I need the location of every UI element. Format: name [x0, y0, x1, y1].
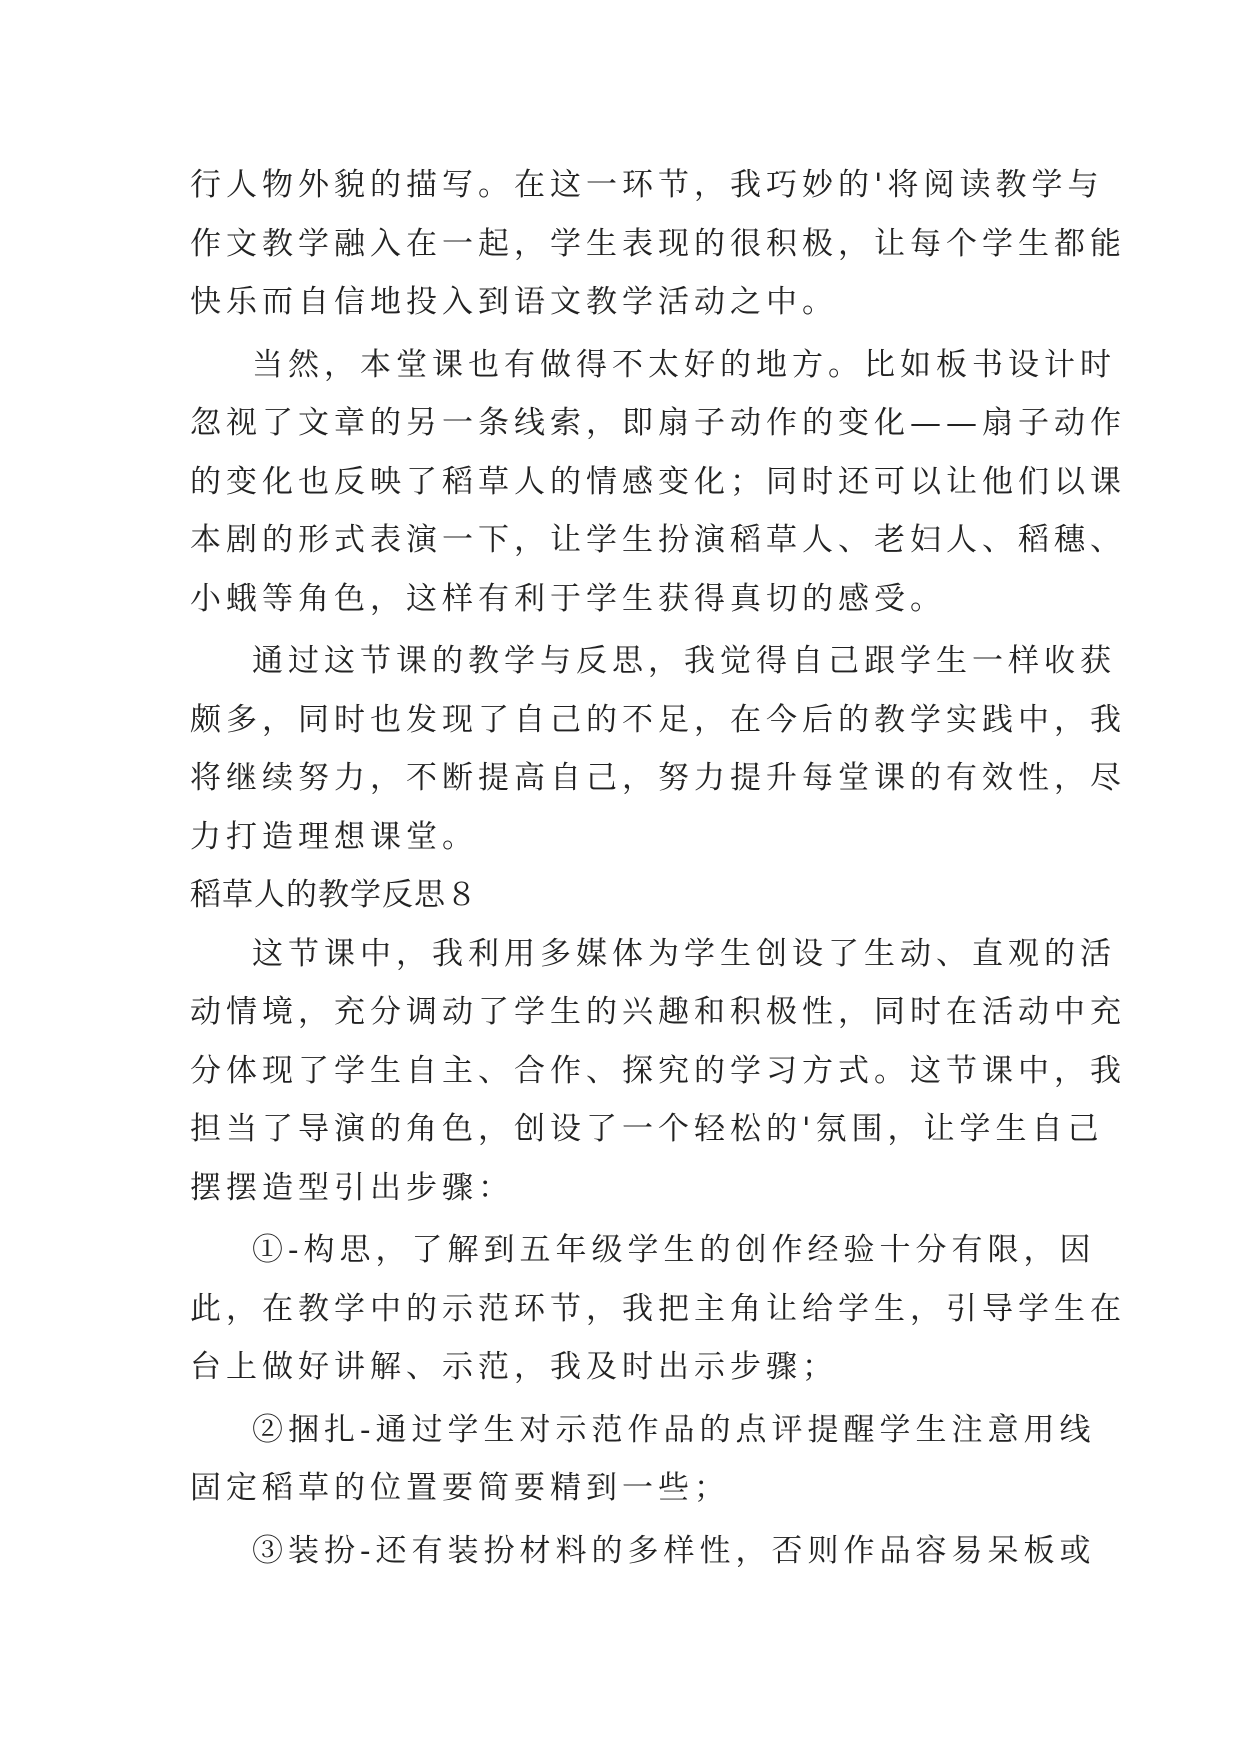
- paragraph: [190, 1522, 1096, 1581]
- paragraph: [190, 156, 1126, 332]
- text-line: ①-构思，了解到五年级学生的创作经验十分有限，因: [252, 1232, 1096, 1268]
- text-line: 固定稻草的位置要简要精到一些；: [190, 1470, 730, 1506]
- section-heading: [190, 866, 1070, 925]
- text-line: 颇多，同时也发现了自己的不足，在今后的教学实践中，我: [190, 701, 1126, 738]
- paragraph: [190, 925, 1126, 1218]
- text-line: ②捆扎-通过学生对示范作品的点评提醒学生注意用线: [252, 1411, 1096, 1448]
- text-line: 忽视了文章的另一条线索，即扇子动作的变化——扇子动作: [190, 405, 1126, 441]
- text-line: 台上做好讲解、示范，我及时出示步骤；: [190, 1349, 838, 1385]
- document-body: [190, 156, 1126, 1580]
- text-line: 通过这节课的教学与反思，我觉得自己跟学生一样收获: [252, 643, 1116, 679]
- text-line: 快乐而自信地投入到语文教学活动之中。: [190, 284, 838, 320]
- text-line: 分体现了学生自主、合作、探究的学习方式。这节课中，我: [190, 1052, 1126, 1089]
- text-line: 当然，本堂课也有做得不太好的地方。比如板书设计时: [252, 346, 1116, 383]
- text-line: 行人物外貌的描写。在这一环节，我巧妙的'将阅读教学与: [190, 167, 1104, 203]
- text-line: 动情境，充分调动了学生的兴趣和积极性，同时在活动中充: [190, 994, 1126, 1030]
- text-line: 作文教学融入在一起，学生表现的很积极，让每个学生都能: [190, 225, 1126, 262]
- paragraph: [190, 1401, 1096, 1518]
- text-line: 小蛾等角色，这样有利于学生获得真切的感受。: [190, 580, 946, 617]
- text-line: 的变化也反映了稻草人的情感变化；同时还可以让他们以课: [190, 463, 1126, 500]
- text-line: 将继续努力，不断提高自己，努力提升每堂课的有效性，尽: [190, 760, 1126, 796]
- paragraph: [190, 632, 1126, 866]
- heading-text: 稻草人的教学反思８: [190, 877, 478, 913]
- text-line: ③装扮-还有装扮材料的多样性，否则作品容易呆板或: [252, 1532, 1096, 1569]
- text-line: 摆摆造型引出步骤：: [190, 1169, 514, 1206]
- text-line: 本剧的形式表演一下，让学生扮演稻草人、老妇人、稻穗、: [190, 522, 1126, 558]
- paragraph: [190, 1221, 1126, 1397]
- text-line: 力打造理想课堂。: [190, 818, 478, 855]
- text-line: 担当了导演的角色，创设了一个轻松的'氛围，让学生自己: [190, 1111, 1104, 1147]
- text-line: 这节课中，我利用多媒体为学生创设了生动、直观的活: [252, 935, 1116, 972]
- paragraph: [190, 336, 1126, 629]
- text-line: 此，在教学中的示范环节，我把主角让给学生，引导学生在: [190, 1290, 1126, 1327]
